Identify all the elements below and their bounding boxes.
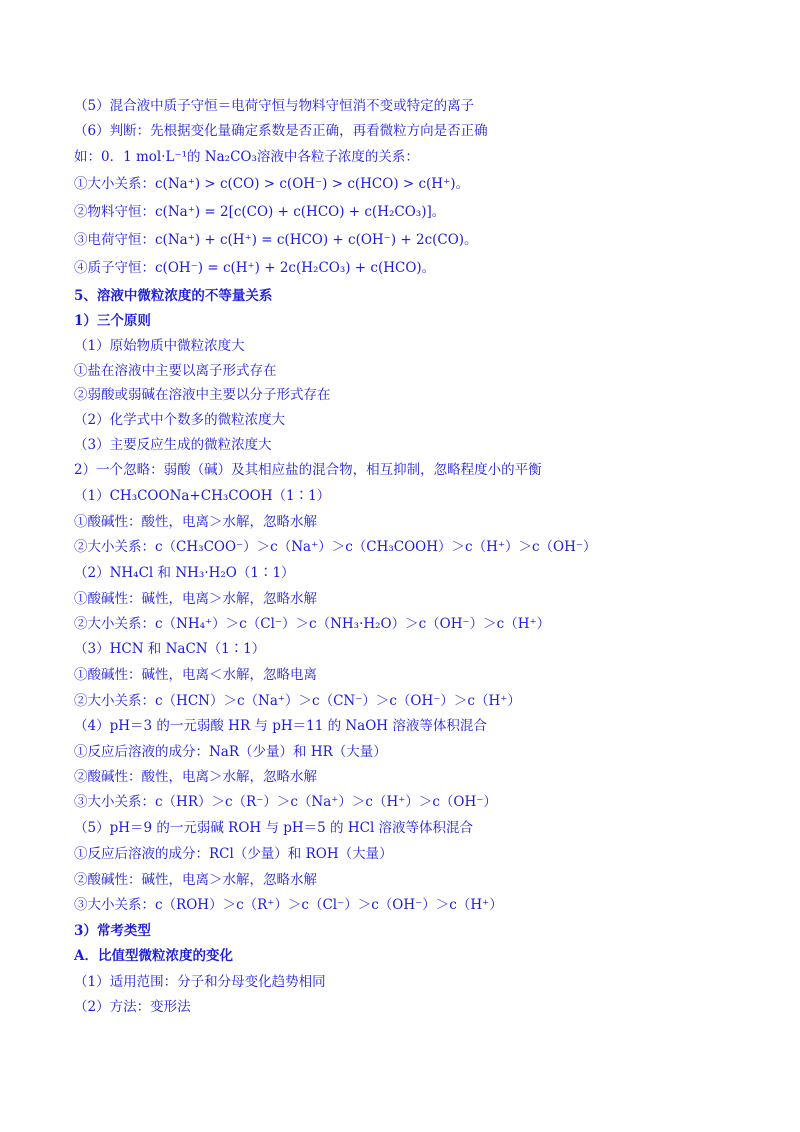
text-line: ②弱酸或弱碱在溶液中主要以分子形式存在 <box>74 387 331 403</box>
text-line: ②大小关系：c（CH₃COO⁻）＞c（Na⁺）＞c（CH₃COOH）＞c（H⁺）＞c（OH⁻） <box>74 539 597 555</box>
text-line: ①酸碱性：碱性，电离＞水解，忽略水解 <box>74 591 317 607</box>
text-line: ②大小关系：c（HCN）＞c（Na⁺）＞c（CN⁻）＞c（OH⁻）＞c（H⁺） <box>74 693 521 709</box>
text-line: （5）pH＝9 的一元弱碱 ROH 与 pH＝5 的 HCl 溶液等体积混合 <box>74 820 474 836</box>
text-line: ②酸碱性：碱性，电离＞水解，忽略水解 <box>74 872 317 888</box>
text-line: （1）CH₃COONa+CH₃COOH（1∶1） <box>74 488 331 504</box>
text-line: ①盐在溶液中主要以离子形式存在 <box>74 363 277 379</box>
text-line: （1）适用范围：分子和分母变化趋势相同 <box>74 974 326 990</box>
text-line: （3）主要反应生成的微粒浓度大 <box>74 437 272 453</box>
text-line: （2）方法：变形法 <box>74 999 191 1015</box>
text-line: 2）一个忽略：弱酸（碱）及其相应盐的混合物，相互抑制，忽略程度小的平衡 <box>74 462 542 478</box>
text-line: （1）原始物质中微粒浓度大 <box>74 338 245 354</box>
text-line: （3）HCN 和 NaCN（1∶1） <box>74 641 266 657</box>
text-line: ①大小关系：c(Na⁺) > c(CO) > c(OH⁻) > c(HCO) > c(H⁺)。 <box>74 176 469 192</box>
subsection-heading: 3）常考类型 <box>74 923 151 939</box>
text-line: ②酸碱性：酸性，电离＞水解，忽略水解 <box>74 769 317 785</box>
text-line: ④质子守恒：c(OH⁻) = c(H⁺) + 2c(H₂CO₃) + c(HCO)。 <box>74 260 436 276</box>
text-line: ③大小关系：c（HR）＞c（R⁻）＞c（Na⁺）＞c（H⁺）＞c（OH⁻） <box>74 794 497 810</box>
text-line: ①反应后溶液的成分：RCl（少量）和 ROH（大量） <box>74 846 393 862</box>
text-line: （2）化学式中个数多的微粒浓度大 <box>74 412 286 428</box>
text-line: （5）混合液中质子守恒＝电荷守恒与物料守恒消不变或特定的离子 <box>74 98 475 114</box>
text-line: ①反应后溶液的成分：NaR（少量）和 HR（大量） <box>74 744 387 760</box>
section-heading: 5、溶液中微粒浓度的不等量关系 <box>74 288 273 304</box>
subsection-heading: 1）三个原则 <box>74 313 151 329</box>
text-line: （2）NH₄Cl 和 NH₃·H₂O（1∶1） <box>74 565 295 581</box>
text-line: （6）判断：先根据变化量确定系数是否正确，再看微粒方向是否正确 <box>74 123 488 139</box>
text-line: ②大小关系：c（NH₄⁺）＞c（Cl⁻）＞c（NH₃·H₂O）＞c（OH⁻）＞c（H⁺） <box>74 616 551 632</box>
text-line: ③大小关系：c（ROH）＞c（R⁺）＞c（Cl⁻）＞c（OH⁻）＞c（H⁺） <box>74 897 503 913</box>
text-line: （4）pH＝3 的一元弱酸 HR 与 pH＝11 的 NaOH 溶液等体积混合 <box>74 718 487 734</box>
subsection-heading: A．比值型微粒浓度的变化 <box>74 948 233 964</box>
text-line: 如：0．1 mol·L⁻¹的 Na₂CO₃溶液中各粒子浓度的关系： <box>74 149 419 165</box>
text-line: ②物料守恒：c(Na⁺) = 2[c(CO) + c(HCO) + c(H₂CO₃)]。 <box>74 204 446 220</box>
text-line: ①酸碱性：酸性，电离＞水解，忽略水解 <box>74 514 317 530</box>
text-line: ③电荷守恒：c(Na⁺) + c(H⁺) = c(HCO) + c(OH⁻) + 2c(CO)。 <box>74 232 478 248</box>
text-line: ①酸碱性：碱性，电离＜水解，忽略电离 <box>74 667 317 683</box>
